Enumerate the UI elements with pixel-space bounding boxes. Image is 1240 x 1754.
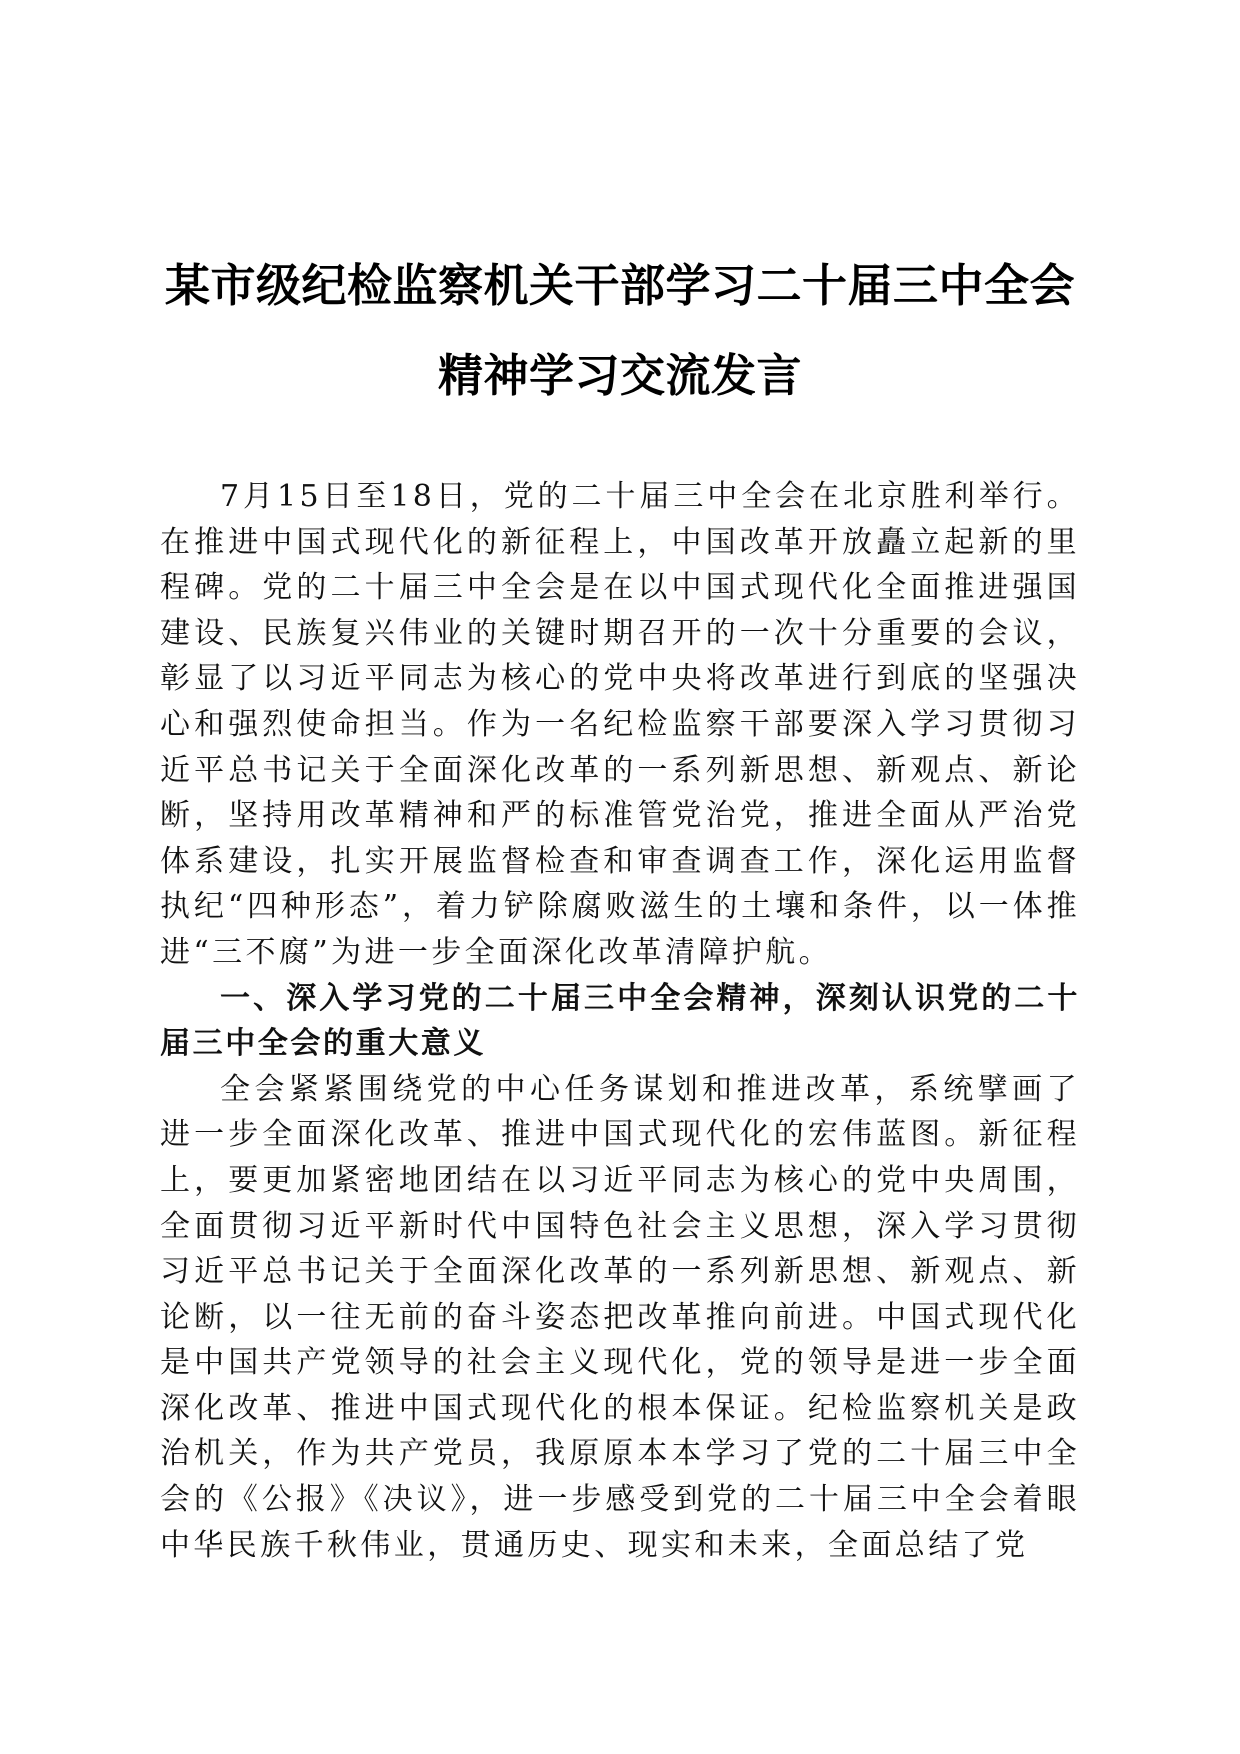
section-heading-1: 一、深入学习党的二十届三中全会精神，深刻认识党的二十届三中全会的重大意义 [160, 980, 1080, 1062]
document-body [160, 474, 1080, 1568]
intro-paragraph: 7月15日至18日，党的二十届三中全会在北京胜利举行。在推进中国式现代化的新征程上，中国改革开放矗立起新的里程碑。党的二十届三中全会是在以中国式现代化全面推进强国建设、民族复兴伟业的关键时期召开的一次十分重要的会议，彰显了以习近平同志为核心的党中央将改革进行到底的坚强决心和强烈使命担当。作为一名纪检监察干部要深入学习贯彻习近平总书记关于全面深化改革的一系列新思想、新观点、新论断，坚持用改革精神和严的标准管党治党，推进全面从严治党体系建设，扎实开展监督检查和审查调查工作，深化运用监督执纪“四种形态”，着力铲除腐败滋生的土壤和条件，以一体推进“三不腐”为进一步全面深化改革清障护航。 [160, 479, 1080, 970]
document-title-line-2: 精神学习交流发言 [437, 349, 802, 402]
section-1-paragraph: 全会紧紧围绕党的中心任务谋划和推进改革，系统擘画了进一步全面深化改革、推进中国式现代化的宏伟蓝图。新征程上，要更加紧密地团结在以习近平同志为核心的党中央周围，全面贯彻习近平新时代中国特色社会主义思想，深入学习贯彻习近平总书记关于全面深化改革的一系列新思想、新观点、新论断，以一往无前的奋斗姿态把改革推向前进。中国式现代化是中国共产党领导的社会主义现代化，党的领导是进一步全面深化改革、推进中国式现代化的根本保证。纪检监察机关是政治机关，作为共产党员，我原原本本学习了党的二十届三中全会的《公报》《决议》，进一步感受到党的二十届三中全会着眼中华民族千秋伟业，贯通历史、现实和未来，全面总结了党 [160, 1071, 1080, 1563]
document-title-line-1: 某市级纪检监察机关干部学习二十届三中全会 [164, 259, 1075, 312]
